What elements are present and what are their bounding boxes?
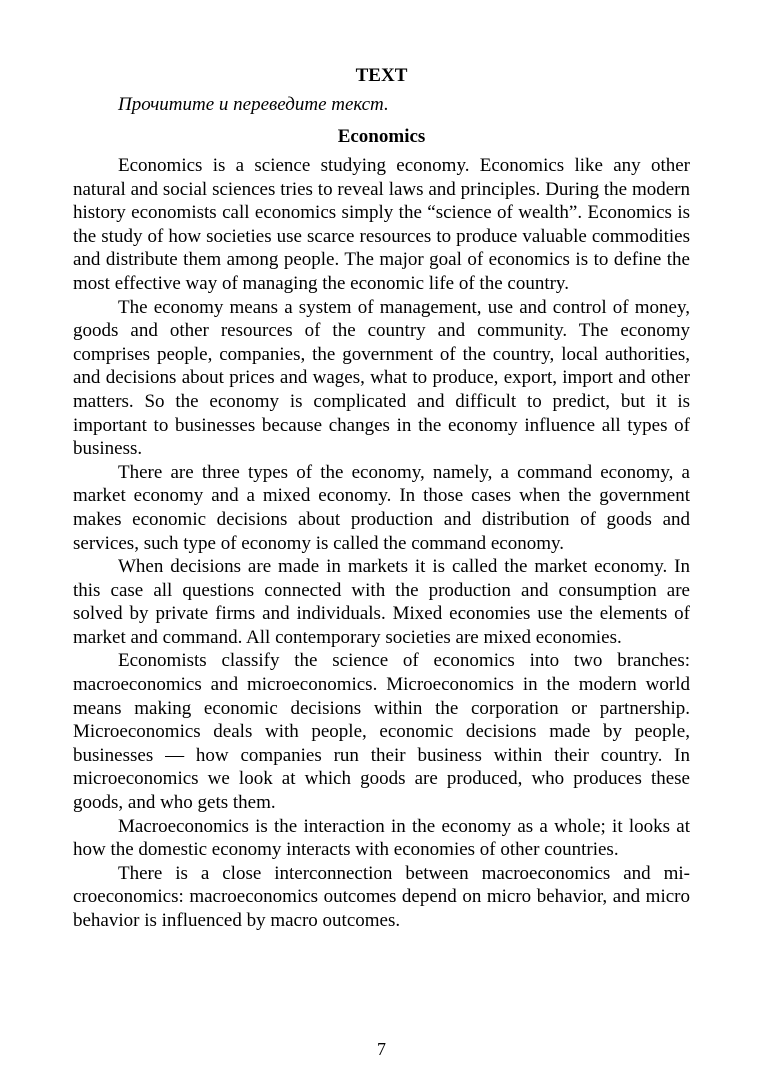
document-page [73,62,690,933]
paragraph: When decisions are made in markets it is called the market economy. In this case all questions connected with the production and consumption are solved by private firms and individuals. Mixed economies use the elements of market and command. All contemporary societies are mixed economies. [73,556,690,648]
section-heading: TEXT [355,65,408,86]
article-body [73,154,690,933]
paragraph: Economics is a science studying economy. Economics like any other natural and social sciences tries to reveal laws and principles. During the modern history economists call economics simply the “science of wealth”. Economics is the study of how societies use scarce resources to produce valuable commodities and distribute them among people. The major goal of economics is to define the most effective way of managing the economic life of the country. [73,155,690,294]
paragraph: There are three types of the economy, namely, a command economy, a market economy and a mixed economy. In those cases when the government makes economic decisions about production and distribution of goods and services, such type of economy is called the command economy. [73,461,690,554]
paragraph: Economists classify the science of economics into two branches: macroeconomics and microeconomics. Microeconomics in the modern world means making economic decisions within the corporation or partnership. Microeconomics deals with people, economic decisions made by people, businesses — how companies run their business within their country. In microeconomics we look at which goods are produced, who produces these goods, and who gets them. [73,650,690,814]
paragraph: Macroeconomics is the interaction in the economy as a whole; it looks at how the domestic economy interacts with economies of other countries. [73,815,690,861]
task-instruction: Прочитите и переведите текст. [118,94,389,115]
paragraph: There is a close interconnection between macroeconomics and microeconomics: macroeconomics outcomes depend on micro behavior, and micro behavior is influenced by macro outcomes. [73,862,690,931]
page-number: 7 [377,1039,386,1059]
paragraph: The economy means a system of management, use and control of money, goods and other resources of the country and community. The economy comprises people, companies, the government of the country, local authorities, and decisions about prices and wages, what to produce, export, import and other matters. So the economy is complicated and difficult to predict, but it is important to businesses because changes in the economy influence all types of business. [73,296,690,460]
article-title: Economics [337,126,426,147]
